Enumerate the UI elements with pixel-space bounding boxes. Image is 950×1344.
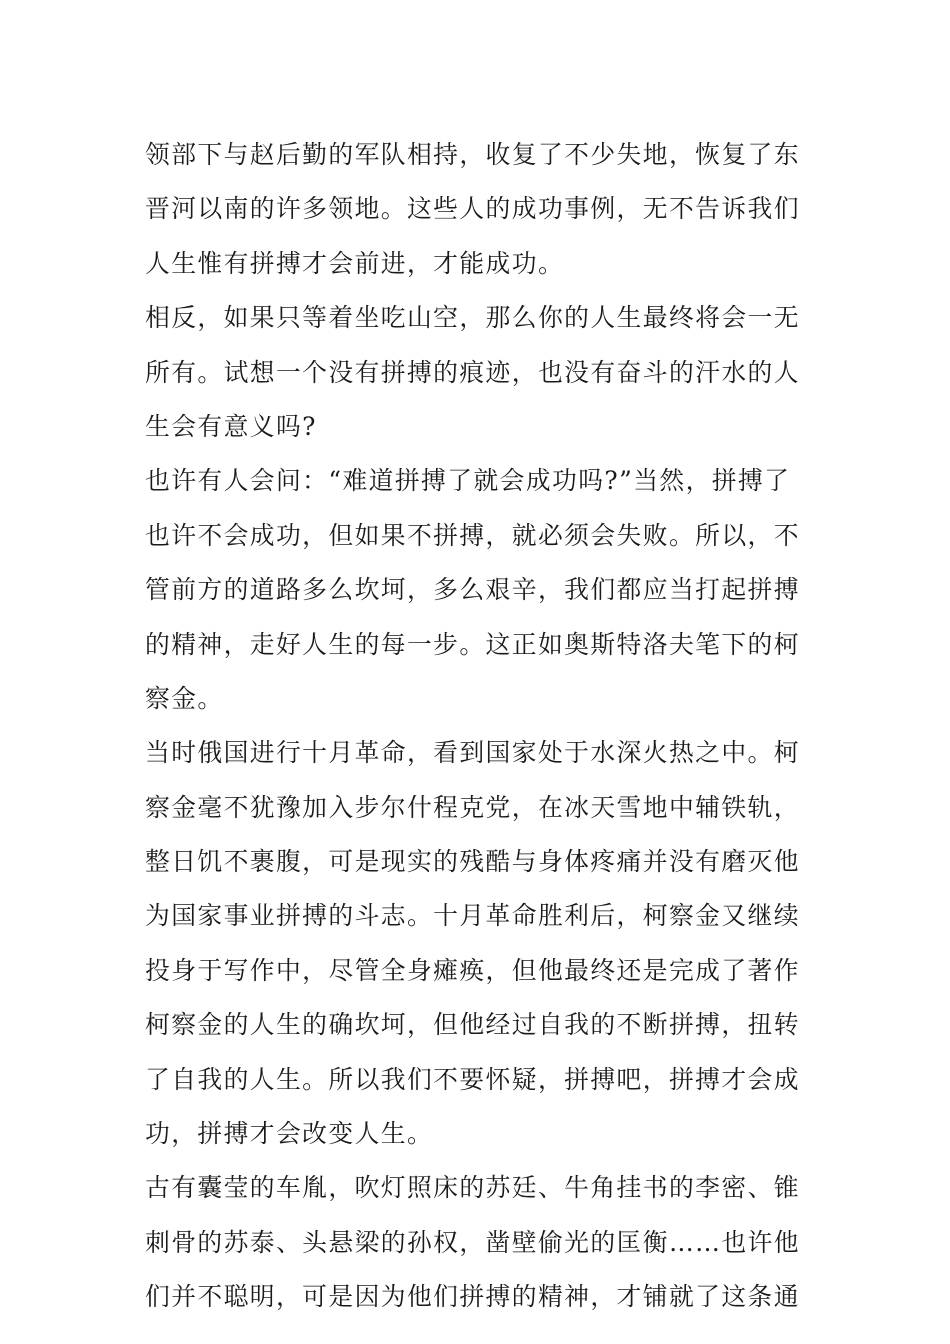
text-line: 古有囊莹的车胤，吹灯照床的苏廷、牛角挂书的李密、锥 <box>145 1173 800 1203</box>
text-line: 所有。试想一个没有拼搏的痕迹，也没有奋斗的汗水的人 <box>145 357 800 387</box>
text-line: 的精神，走好人生的每一步。这正如奥斯特洛夫笔下的柯 <box>145 629 800 659</box>
body-text <box>145 128 805 1325</box>
text-line: 了自我的人生。所以我们不要怀疑，拼搏吧，拼搏才会成 <box>145 1064 800 1094</box>
text-line: 刺骨的苏泰、头悬梁的孙权，凿壁偷光的匡衡……也许他 <box>145 1227 800 1257</box>
text-line: 投身于写作中，尽管全身瘫痪，但他最终还是完成了著作 <box>145 955 800 985</box>
text-line: 生会有意义吗? <box>145 411 317 441</box>
text-line: 察金毫不犹豫加入步尔什程克党，在冰天雪地中辅铁轨， <box>145 792 800 822</box>
text-line: 们并不聪明，可是因为他们拼搏的精神，才铺就了这条通 <box>145 1282 800 1312</box>
text-line: 功，拼搏才会改变人生。 <box>145 1119 434 1149</box>
text-line: 晋河以南的许多领地。这些人的成功事例，无不告诉我们 <box>145 194 800 224</box>
text-line: 当时俄国进行十月革命，看到国家处于水深火热之中。柯 <box>145 738 800 768</box>
text-line: 也许有人会问：“难道拼搏了就会成功吗?”当然，拼搏了 <box>145 466 791 496</box>
text-line: 也许不会成功，但如果不拼搏，就必须会失败。所以，不 <box>145 520 800 550</box>
text-line: 为国家事业拼搏的斗志。十月革命胜利后，柯察金又继续 <box>145 901 800 931</box>
text-line: 相反，如果只等着坐吃山空，那么你的人生最终将会一无 <box>145 303 800 333</box>
text-line: 领部下与赵后勤的军队相持，收复了不少失地，恢复了东 <box>145 140 800 169</box>
text-line: 管前方的道路多么坎坷，多么艰辛，我们都应当打起拼搏 <box>145 575 800 605</box>
text-line: 整日饥不裹腹，可是现实的残酷与身体疼痛并没有磨灭他 <box>145 847 800 877</box>
text-line: 察金。 <box>145 683 224 713</box>
text-line: 人生惟有拼搏才会前进，才能成功。 <box>145 248 565 278</box>
text-line: 柯察金的人生的确坎坷，但他经过自我的不断拼搏，扭转 <box>145 1010 800 1040</box>
